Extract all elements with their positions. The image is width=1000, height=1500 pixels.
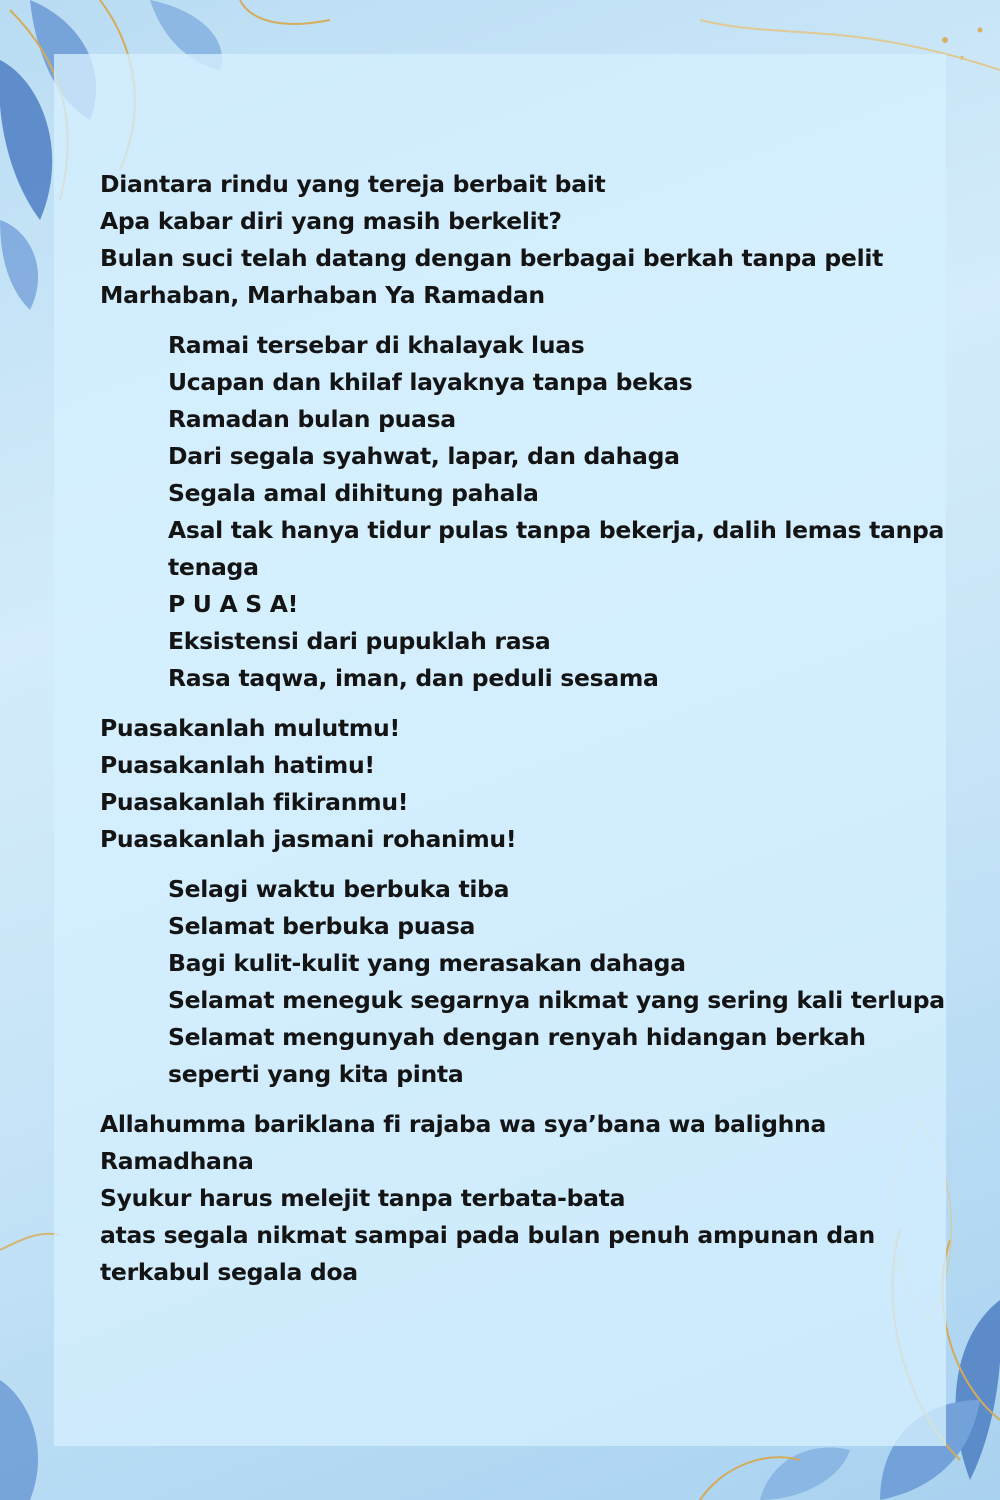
- poem-line: Ucapan dan khilaf layaknya tanpa bekas: [168, 368, 693, 396]
- poem-line: Ramai tersebar di khalayak luas: [168, 331, 585, 359]
- poem-line: Marhaban, Marhaban Ya Ramadan: [100, 281, 545, 309]
- poem-line: Syukur harus melejit tanpa terbata-bata: [100, 1184, 626, 1212]
- poem-line: Selamat mengunyah dengan renyah hidangan berkah: [168, 1023, 866, 1051]
- poem-line: Selamat berbuka puasa: [168, 912, 476, 940]
- poem-line: Asal tak hanya tidur pulas tanpa bekerja, dalih lemas tanpa: [168, 516, 945, 544]
- poem-line: Apa kabar diri yang masih berkelit?: [100, 207, 562, 235]
- stanza-3: [100, 710, 950, 858]
- stanza-5: [100, 1106, 950, 1291]
- poem-line: atas segala nikmat sampai pada bulan penuh ampunan dan: [100, 1221, 875, 1249]
- poem-line: Dari segala syahwat, lapar, dan dahaga: [168, 442, 680, 470]
- poem-line: Puasakanlah fikiranmu!: [100, 788, 409, 816]
- poem-line: Allahumma bariklana fi rajaba wa sya’bana wa balighna: [100, 1110, 827, 1138]
- poem-line: Ramadan bulan puasa: [168, 405, 456, 433]
- poem-line: Puasakanlah hatimu!: [100, 751, 375, 779]
- poem-line: Puasakanlah jasmani rohanimu!: [100, 825, 517, 853]
- poem-line: Ramadhana: [100, 1147, 254, 1175]
- poem-line: P U A S A!: [168, 590, 299, 618]
- poem-line: Selagi waktu berbuka tiba: [168, 875, 510, 903]
- stanza-1: [100, 166, 950, 314]
- poem-line: Bagi kulit-kulit yang merasakan dahaga: [168, 949, 686, 977]
- poem-line: seperti yang kita pinta: [168, 1060, 464, 1088]
- poem-line: Diantara rindu yang tereja berbait bait: [100, 170, 606, 198]
- poem-text: [100, 166, 950, 1291]
- poem-line: Selamat meneguk segarnya nikmat yang sering kali terlupa: [168, 986, 945, 1014]
- stanza-2: [100, 327, 950, 697]
- leaf-cluster-bottom-left: [0, 1234, 60, 1500]
- poem-line: tenaga: [168, 553, 259, 581]
- poem-line: Segala amal dihitung pahala: [168, 479, 539, 507]
- poem-line: Puasakanlah mulutmu!: [100, 714, 400, 742]
- poem-line: Bulan suci telah datang dengan berbagai berkah tanpa pelit: [100, 244, 884, 272]
- poem-line: Rasa taqwa, iman, dan peduli sesama: [168, 664, 659, 692]
- poem-line: terkabul segala doa: [100, 1258, 358, 1286]
- stanza-4: [100, 871, 950, 1093]
- poem-line: Eksistensi dari pupuklah rasa: [168, 627, 551, 655]
